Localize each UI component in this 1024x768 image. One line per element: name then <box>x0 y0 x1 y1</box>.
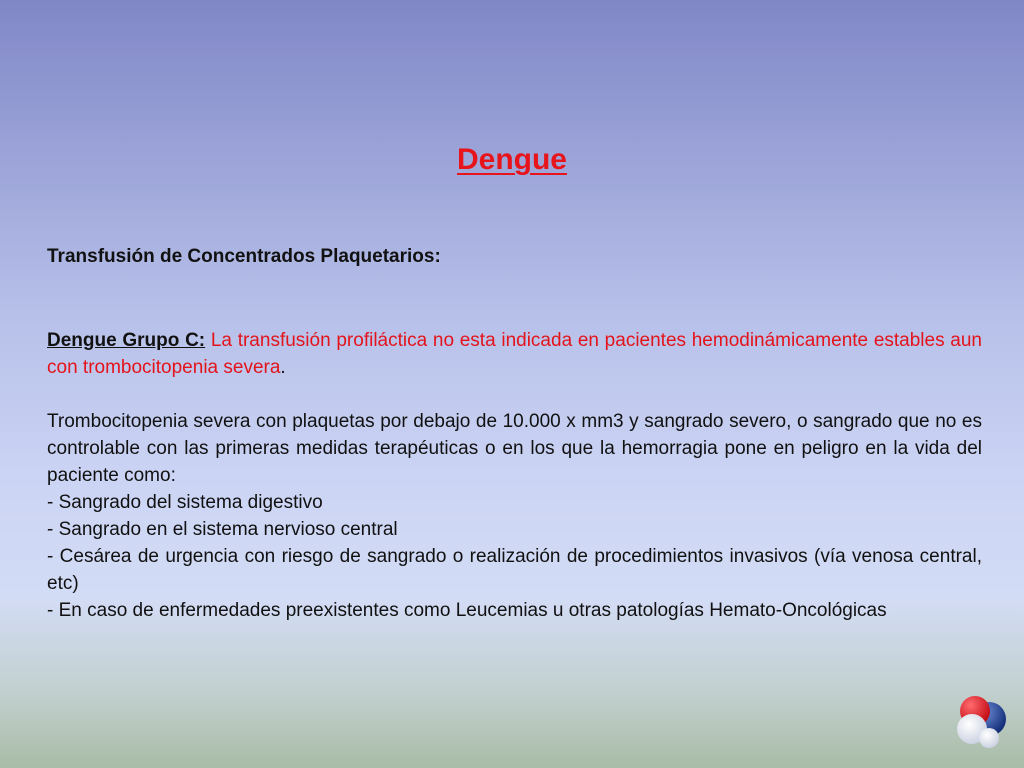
list-item: - En caso de enfermedades preexistentes como Leucemias u otras patologías Hemato-Oncológicas <box>47 600 887 621</box>
group-c-label: Dengue Grupo C: <box>47 330 206 351</box>
group-c-statement: La transfusión profiláctica no esta indicada en pacientes hemodinámicamente estables aun con trombocitopenia severa <box>47 330 982 378</box>
list-item: - Sangrado en el sistema nervioso central <box>47 519 398 540</box>
list-item: - Sangrado del sistema digestivo <box>47 492 323 513</box>
group-c-paragraph <box>47 327 982 381</box>
indication-paragraph: Trombocitopenia severa con plaquetas por debajo de 10.000 x mm3 y sangrado severo, o sangrado que no es controlable con las primeras medidas terapéuticas o en los que la hemorragia pone en peligro en la vida del paciente como: <box>47 411 982 486</box>
slide-content <box>47 243 982 624</box>
list-item: - Cesárea de urgencia con riesgo de sangrado o realización de procedimientos invasivos (vía venosa central, etc) <box>47 546 982 594</box>
logo-sphere-white-small <box>979 728 999 748</box>
group-c-period: . <box>280 357 286 378</box>
slide-title: Dengue <box>456 143 567 176</box>
indication-list <box>47 489 982 624</box>
section-subtitle: Transfusión de Concentrados Plaquetarios: <box>47 246 441 267</box>
spheres-logo-icon <box>948 690 1010 752</box>
